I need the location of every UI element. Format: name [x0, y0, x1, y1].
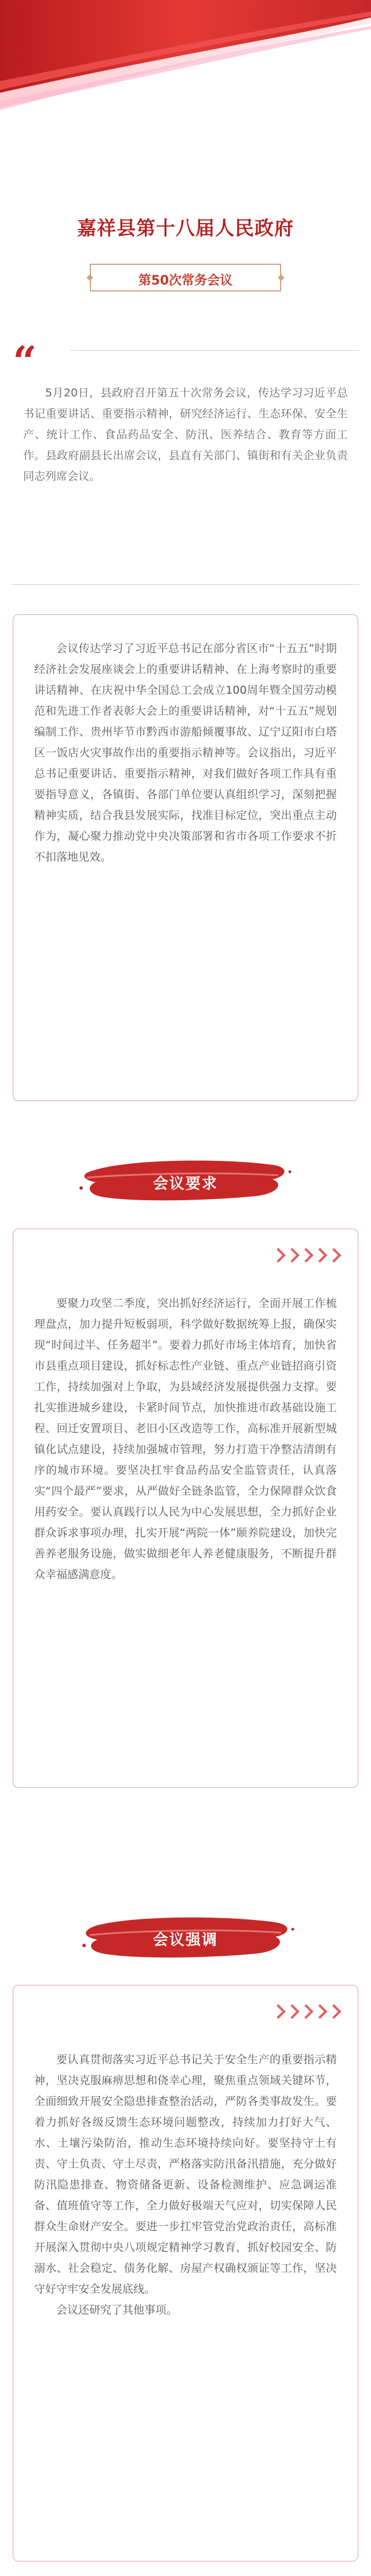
- page-title: 嘉祥县第十八届人民政府: [77, 217, 294, 239]
- chevron-right-icon: [299, 1248, 313, 1262]
- chevron-right-icon: [271, 1248, 285, 1262]
- closing-paragraph: 会议还研究了其他事项。: [56, 2304, 178, 2316]
- section-heading-emphasis: [0, 1904, 371, 1973]
- chevron-right-icon: [299, 2004, 313, 2018]
- section-card-requirements: [13, 1229, 358, 1788]
- section-paragraph: 要认真贯彻落实习近平总书记关于安全生产的重要指示精神，坚决克服麻痹思想和侥幸心理，聚焦重点领域关键环节，全面细致开展安全隐患排查整治活动，严防各类事故发生。要着力抓好各级反馈生态环境问题整改，持续加力打好大气、水、土壤污染防治，推动生态环境持续向好。要坚持守土有责、守土负责、守土尽责，严格落实防汛备汛措施，充分做好防汛隐患排查、物资储备更新、设备检测维护、应急调运准备、值班值守等工作，全力做好极端天气应对，切实保障人民群众生命财产安全。要进一步扛牢管党治党政治责任，高标准开展深入贯彻中央八项规定精神学习教育，抓好校园安全、防溺水、社会稳定、债务化解、房屋产权确权颁证等工作，坚决守好守牢安全发展底线。: [34, 2053, 337, 2296]
- intro-paragraph: 5月20日，县政府召开第五十次常务会议，传达学习习近平总书记重要讲话、重要指示精神，研究经济运行、生态环保、安全生产、统计工作、食品药品安全、防汛、医养结合、教育等方面工作。县政府副县长出席会议，县直有关部门、镇街和有关企业负责同志列席会议。: [23, 387, 348, 483]
- divider: [12, 584, 359, 585]
- chevron-right-icon: [271, 2004, 285, 2018]
- header: [0, 0, 371, 325]
- section-heading-label: 会议要求: [152, 1175, 218, 1193]
- quote-mark-icon: “: [13, 337, 37, 386]
- chevron-right-icon: [312, 1248, 327, 1262]
- section-paragraph: 会议传达学习了习近平总书记在部分省区市“十五五”时期经济社会发展座谈会上的重要讲话精神、在上海考察时的重要讲话精神、在庆祝中华全国总工会成立100周年暨全国劳动模范和先进工作者表彰大会上的重要讲话精神，对“十五五”规划编制工作、贵州毕节市黔西市游船倾覆事故、辽宁辽阳市白塔区一饭店火灾事故作出的重要指示精神等。会议指出，习近平总书记重要讲话、重要指示精神，对我们做好各项工作具有重要指导意义，各镇街、各部门单位要认真组织学习，深刻把握精神实质，结合我县发展实际，找准目标定位，突出重点主动作为，凝心聚力推动党中央决策部署和省市各项工作要求不折不扣落地见效。: [34, 642, 337, 863]
- subtitle-frame: [90, 264, 281, 292]
- chevron-right-icon: [285, 2004, 299, 2018]
- section-paragraph: 要聚力攻坚二季度，突出抓好经济运行，全面开展工作梳理盘点，加力提升短板弱项，科学做好数据统筹上报，确保实现“时间过半、任务超半”。要着力抓好市场主体培育，加快省市县重点项目建设，抓好标志性产业链、重点产业链招商引资工作，持续加强对上争取，为县域经济发展提供强力支撑。要扎实推进城乡建设，卡紧时间节点，加快推进市政基础设施工程、回迁安置项目、老旧小区改造等工作，高标准开展新型城镇化试点建设，持续加强城市管理，努力打造干净整洁清朗有序的城市环境。要坚决扛牢食品药品安全监管责任，认真落实“四个最严”要求，从严做好全链条监管，全力保障群众饮食用药安全。要认真践行以人民为中心发展思想，全力抓好企业群众诉求事项办理，扎实开展“两院一体”颐养院建设，加快完善养老服务设施，做实做细老年人养老健康服务，不断提升群众幸福感满意度。: [34, 1297, 337, 1581]
- section-card-learning: [13, 614, 358, 1101]
- chevron-right-icon: [285, 1248, 299, 1262]
- section-heading-requirements: [0, 1147, 371, 1217]
- meeting-subtitle: 第50次常务会议: [138, 274, 233, 288]
- chevron-right-icon: [326, 2004, 341, 2018]
- chevron-decoration: [273, 1250, 339, 1260]
- red-ribbon-banner: [0, 0, 371, 139]
- divider: [70, 350, 359, 351]
- section-card-emphasis: [13, 1985, 358, 2562]
- chevron-decoration: [273, 2006, 339, 2017]
- section-heading-label: 会议强调: [152, 1932, 218, 1949]
- chevron-right-icon: [326, 1248, 341, 1262]
- chevron-right-icon: [312, 2004, 327, 2018]
